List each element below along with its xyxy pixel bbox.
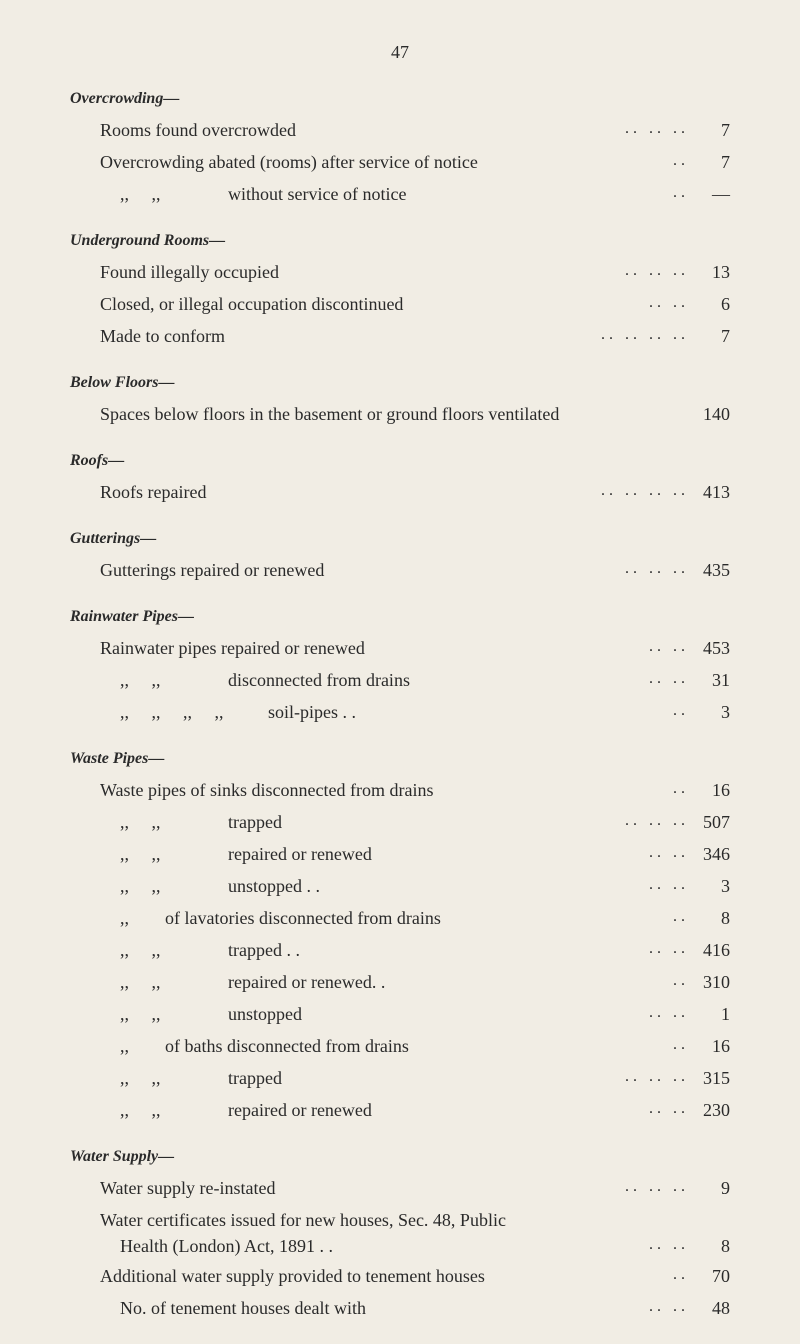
- dot-leader: . . . .: [649, 1298, 685, 1315]
- dot-leader: . . . .: [649, 1236, 685, 1253]
- dot-leader: . . . .: [649, 1004, 685, 1021]
- table-row: [0, 290, 800, 322]
- dot-leader: . .: [673, 184, 685, 201]
- section: [0, 230, 800, 354]
- row-label: without service of notice: [228, 184, 407, 204]
- row-value: 70: [712, 1266, 730, 1286]
- dot-leader: . . . . . .: [625, 262, 685, 279]
- row-value: 413: [703, 482, 730, 502]
- row-value: 31: [712, 670, 730, 690]
- dot-leader: . .: [673, 1266, 685, 1283]
- table-row: [0, 556, 800, 588]
- section: [0, 748, 800, 1128]
- dot-leader: . .: [673, 780, 685, 797]
- ditto-marks: ,, ,,: [120, 812, 161, 832]
- dot-leader: . .: [673, 152, 685, 169]
- row-label: Rooms found overcrowded: [100, 120, 296, 140]
- dot-leader: . .: [673, 908, 685, 925]
- table-row: [0, 116, 800, 148]
- row-label: disconnected from drains: [228, 670, 410, 690]
- table-row: [0, 322, 800, 354]
- ditto-marks: ,, ,,: [120, 940, 161, 960]
- dot-leader: . . . . . .: [625, 1178, 685, 1195]
- dot-leader: . . . . . .: [625, 120, 685, 137]
- section: [0, 1146, 800, 1326]
- dot-leader: . . . . . .: [625, 560, 685, 577]
- section: [0, 88, 800, 212]
- dot-leader: . .: [673, 1036, 685, 1053]
- ditto-marks: ,, ,,: [120, 184, 161, 204]
- row-value: 16: [712, 780, 730, 800]
- row-label-continued: Health (London) Act, 1891 . .: [120, 1236, 333, 1256]
- row-label: repaired or renewed: [228, 1100, 372, 1120]
- dot-leader: . . . . . .: [625, 812, 685, 829]
- section-heading: Rainwater Pipes—: [70, 608, 195, 625]
- row-label: of lavatories disconnected from drains: [165, 908, 441, 928]
- row-label: Overcrowding abated (rooms) after service of notice: [100, 152, 478, 172]
- row-label: trapped . .: [228, 940, 300, 960]
- table-row: [0, 400, 800, 432]
- ditto-marks: ,, ,,: [120, 1004, 161, 1024]
- dot-leader: . .: [673, 972, 685, 989]
- report-content: [0, 88, 800, 1344]
- row-value: 3: [721, 876, 730, 896]
- row-label: Water certificates issued for new houses, Sec. 48, Public: [100, 1210, 506, 1230]
- row-label: Spaces below floors in the basement or ground floors ventilated: [100, 404, 560, 424]
- row-label: Waste pipes of sinks disconnected from drains: [100, 780, 434, 800]
- row-label: repaired or renewed. .: [228, 972, 386, 992]
- table-row: [0, 1064, 800, 1096]
- row-label: Made to conform: [100, 326, 225, 346]
- row-value: 1: [721, 1004, 730, 1024]
- dot-leader: . . . .: [649, 844, 685, 861]
- row-label: trapped: [228, 1068, 282, 1088]
- table-row: [0, 1096, 800, 1128]
- section-heading: Roofs—: [70, 452, 125, 469]
- table-row: [0, 904, 800, 936]
- dot-leader: . . . .: [649, 638, 685, 655]
- section: [0, 528, 800, 588]
- row-label: of baths disconnected from drains: [165, 1036, 409, 1056]
- section-heading: Water Supply—: [70, 1148, 175, 1165]
- ditto-marks: ,, ,,: [120, 1100, 161, 1120]
- row-label: Gutterings repaired or renewed: [100, 560, 325, 580]
- row-label: Roofs repaired: [100, 482, 207, 502]
- row-label: Found illegally occupied: [100, 262, 279, 282]
- row-value: 453: [703, 638, 730, 658]
- table-row: [0, 180, 800, 212]
- table-row: [0, 1174, 800, 1206]
- section: [0, 450, 800, 510]
- row-value: 13: [712, 262, 730, 282]
- row-value: 416: [703, 940, 730, 960]
- table-row: [0, 634, 800, 666]
- ditto-marks: ,, ,,: [120, 1068, 161, 1088]
- dot-leader: . . . .: [649, 940, 685, 957]
- table-row: [0, 148, 800, 180]
- section-heading: Gutterings—: [70, 530, 157, 547]
- dot-leader: . . . . . .: [625, 1068, 685, 1085]
- table-row: [0, 1206, 800, 1262]
- dot-leader: . . . .: [649, 1100, 685, 1117]
- ditto-marks: ,,: [120, 1036, 129, 1056]
- row-value: 230: [703, 1100, 730, 1120]
- row-value: 48: [712, 1298, 730, 1318]
- table-row: [0, 478, 800, 510]
- row-label: unstopped . .: [228, 876, 320, 896]
- table-row: [0, 666, 800, 698]
- table-row: [0, 1000, 800, 1032]
- section: [0, 372, 800, 432]
- dot-leader: . . . .: [649, 876, 685, 893]
- row-value: 7: [721, 152, 730, 172]
- row-label: soil-pipes . .: [268, 702, 356, 722]
- section-heading: Overcrowding—: [70, 90, 180, 107]
- table-row: [0, 776, 800, 808]
- row-value: 8: [721, 908, 730, 928]
- dot-leader: . . . .: [649, 670, 685, 687]
- row-value: —: [712, 184, 730, 204]
- row-label: trapped: [228, 812, 282, 832]
- row-value: 8: [721, 1236, 730, 1256]
- ditto-marks: ,, ,, ,, ,,: [120, 702, 224, 722]
- table-row: [0, 1262, 800, 1294]
- table-row: [0, 840, 800, 872]
- row-value: 3: [721, 702, 730, 722]
- table-row: [0, 968, 800, 1000]
- row-value: 315: [703, 1068, 730, 1088]
- table-row: [0, 872, 800, 904]
- section-heading: Below Floors—: [70, 374, 175, 391]
- section-heading: Underground Rooms—: [70, 232, 226, 249]
- row-label: unstopped: [228, 1004, 302, 1024]
- ditto-marks: ,, ,,: [120, 876, 161, 896]
- table-row: [0, 1032, 800, 1064]
- dot-leader: . . . . . . . .: [601, 326, 685, 343]
- ditto-marks: ,, ,,: [120, 670, 161, 690]
- row-value: 435: [703, 560, 730, 580]
- table-row: [0, 698, 800, 730]
- row-value: 346: [703, 844, 730, 864]
- table-row: [0, 1294, 800, 1326]
- table-row: [0, 936, 800, 968]
- row-label: No. of tenement houses dealt with: [120, 1298, 366, 1318]
- row-label: repaired or renewed: [228, 844, 372, 864]
- page-number: 47: [391, 42, 409, 62]
- ditto-marks: ,, ,,: [120, 972, 161, 992]
- table-row: [0, 258, 800, 290]
- row-value: 310: [703, 972, 730, 992]
- row-value: 507: [703, 812, 730, 832]
- row-label: Water supply re-instated: [100, 1178, 276, 1198]
- ditto-marks: ,,: [120, 908, 129, 928]
- dot-leader: . . . .: [649, 294, 685, 311]
- dot-leader: . .: [673, 702, 685, 719]
- dot-leader: . . . . . . . .: [601, 482, 685, 499]
- row-label: Additional water supply provided to tenement houses: [100, 1266, 485, 1286]
- row-value: 16: [712, 1036, 730, 1056]
- row-value: 7: [721, 326, 730, 346]
- section-heading: Waste Pipes—: [70, 750, 165, 767]
- row-value: 9: [721, 1178, 730, 1198]
- section: [0, 606, 800, 730]
- row-value: 6: [721, 294, 730, 314]
- row-value: 7: [721, 120, 730, 140]
- ditto-marks: ,, ,,: [120, 844, 161, 864]
- row-label: Rainwater pipes repaired or renewed: [100, 638, 365, 658]
- table-row: [0, 808, 800, 840]
- row-label: Closed, or illegal occupation discontinued: [100, 294, 404, 314]
- row-value: 140: [703, 404, 730, 424]
